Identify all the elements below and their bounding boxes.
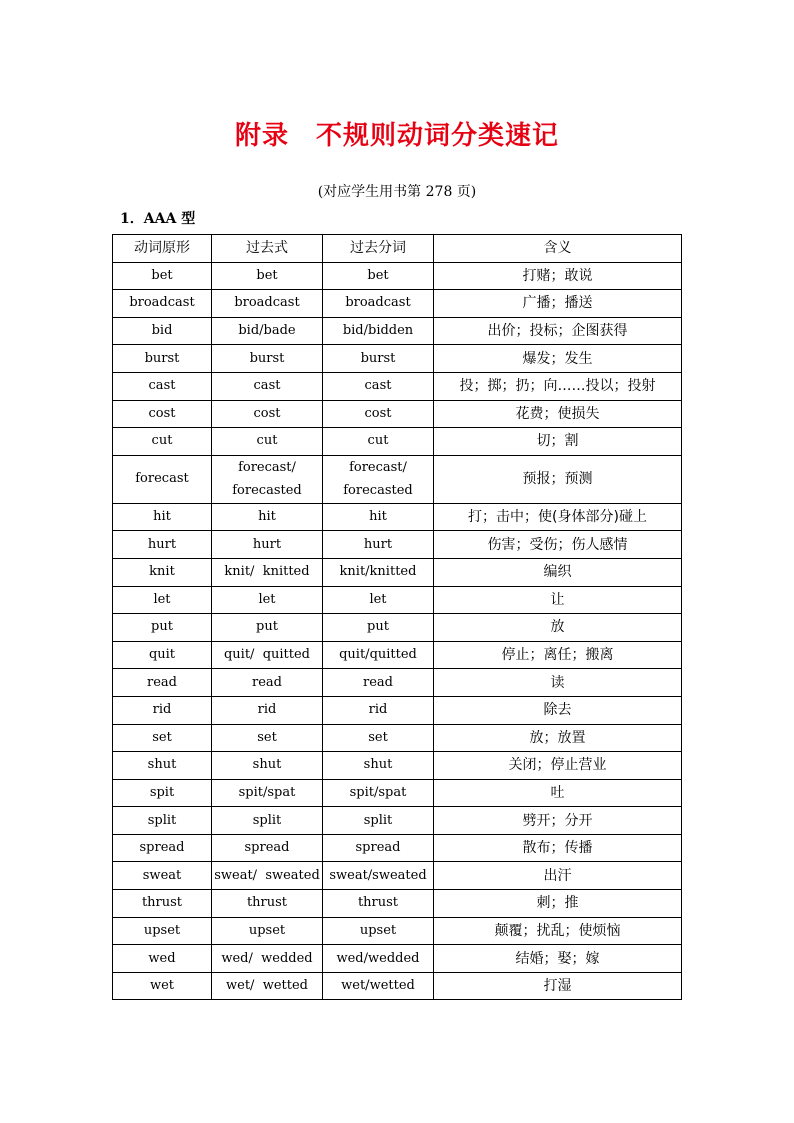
cell-meaning: 花费；使损失: [434, 400, 682, 428]
cell-base: set: [113, 724, 212, 752]
cell-past-participle: spit/spat: [323, 779, 434, 807]
cell-past: hit: [212, 503, 323, 531]
table-row: [113, 317, 682, 345]
cell-past-participle: spread: [323, 834, 434, 862]
cell-past-participle: split: [323, 807, 434, 835]
cell-meaning: 广播；播送: [434, 290, 682, 318]
irregular-verbs-table: [112, 234, 682, 1000]
cell-base: spit: [113, 779, 212, 807]
cell-base: read: [113, 669, 212, 697]
cell-meaning: 放；放置: [434, 724, 682, 752]
cell-past: [212, 455, 323, 503]
section-heading: 1．AAA 型: [120, 211, 196, 227]
cell-base: split: [113, 807, 212, 835]
cell-base: sweat: [113, 862, 212, 890]
cell-meaning: 颠覆；扰乱；使烦恼: [434, 917, 682, 945]
table-row: [113, 290, 682, 318]
cell-meaning: 打湿: [434, 972, 682, 1000]
cell-past: spread: [212, 834, 323, 862]
cell-past-participle: hit: [323, 503, 434, 531]
cell-meaning: 让: [434, 586, 682, 614]
cell-base: wed: [113, 945, 212, 973]
cell-meaning: 爆发；发生: [434, 345, 682, 373]
table-row: [113, 807, 682, 835]
cell-base: cut: [113, 428, 212, 456]
table-row: [113, 669, 682, 697]
cell-base: spread: [113, 834, 212, 862]
header-meaning: 含义: [434, 235, 682, 263]
cell-past-participle: read: [323, 669, 434, 697]
cell-past-participle: broadcast: [323, 290, 434, 318]
table-row: [113, 862, 682, 890]
cell-base: knit: [113, 558, 212, 586]
cell-past-participle: cost: [323, 400, 434, 428]
table-row: [113, 586, 682, 614]
cell-past: let: [212, 586, 323, 614]
cell-base: quit: [113, 641, 212, 669]
cell-past-participle-line: forecasted: [343, 483, 413, 499]
cell-past: hurt: [212, 531, 323, 559]
cell-past: split: [212, 807, 323, 835]
cell-meaning: 放: [434, 614, 682, 642]
table-row: [113, 724, 682, 752]
cell-past: wet/ wetted: [212, 972, 323, 1000]
cell-past-participle: cut: [323, 428, 434, 456]
cell-past-participle: let: [323, 586, 434, 614]
table-row: [113, 779, 682, 807]
cell-past: cast: [212, 372, 323, 400]
table-row: [113, 752, 682, 780]
cell-base: upset: [113, 917, 212, 945]
cell-meaning: 关闭；停止营业: [434, 752, 682, 780]
cell-meaning: 伤害；受伤；伤人感情: [434, 531, 682, 559]
cell-base: wet: [113, 972, 212, 1000]
table-row: [113, 531, 682, 559]
cell-past: read: [212, 669, 323, 697]
cell-base: bid: [113, 317, 212, 345]
cell-meaning: 结婚；娶；嫁: [434, 945, 682, 973]
cell-meaning: 打；击中；使(身体部分)碰上: [434, 503, 682, 531]
cell-past-participle: wet/wetted: [323, 972, 434, 1000]
cell-meaning: 编织: [434, 558, 682, 586]
cell-past: burst: [212, 345, 323, 373]
cell-past-participle: wed/wedded: [323, 945, 434, 973]
cell-past-participle: burst: [323, 345, 434, 373]
table-row: [113, 917, 682, 945]
cell-base: bet: [113, 262, 212, 290]
cell-past-participle: bid/bidden: [323, 317, 434, 345]
header-past-tense: 过去式: [212, 235, 323, 263]
cell-past-participle: bet: [323, 262, 434, 290]
table-row: [113, 455, 682, 503]
cell-meaning: 除去: [434, 696, 682, 724]
cell-meaning: 读: [434, 669, 682, 697]
cell-past-participle: upset: [323, 917, 434, 945]
cell-past: bet: [212, 262, 323, 290]
cell-past-participle: cast: [323, 372, 434, 400]
cell-base: shut: [113, 752, 212, 780]
table-row: [113, 890, 682, 918]
cell-past: cut: [212, 428, 323, 456]
cell-meaning: 出价；投标；企图获得: [434, 317, 682, 345]
table-row: [113, 345, 682, 373]
cell-base: put: [113, 614, 212, 642]
cell-past-participle: thrust: [323, 890, 434, 918]
cell-past: broadcast: [212, 290, 323, 318]
table-row: [113, 972, 682, 1000]
cell-past-participle-line: forecast/: [349, 460, 407, 476]
cell-base: cost: [113, 400, 212, 428]
table-header-row: [113, 235, 682, 263]
header-base-form: 动词原形: [113, 235, 212, 263]
cell-meaning: 刺；推: [434, 890, 682, 918]
cell-meaning: 切；割: [434, 428, 682, 456]
cell-past-participle: quit/quitted: [323, 641, 434, 669]
cell-past-participle: hurt: [323, 531, 434, 559]
cell-base: hit: [113, 503, 212, 531]
cell-base: rid: [113, 696, 212, 724]
cell-past: wed/ wedded: [212, 945, 323, 973]
table-row: [113, 945, 682, 973]
cell-past-participle: set: [323, 724, 434, 752]
table-row: [113, 262, 682, 290]
cell-base: hurt: [113, 531, 212, 559]
cell-meaning: 吐: [434, 779, 682, 807]
cell-past: put: [212, 614, 323, 642]
table-row: [113, 503, 682, 531]
cell-base: let: [113, 586, 212, 614]
cell-meaning: 打赌；敢说: [434, 262, 682, 290]
cell-past-participle: sweat/sweated: [323, 862, 434, 890]
table-row: [113, 558, 682, 586]
table-row: [113, 696, 682, 724]
cell-past: spit/spat: [212, 779, 323, 807]
cell-past: upset: [212, 917, 323, 945]
table-row: [113, 400, 682, 428]
table-row: [113, 428, 682, 456]
cell-past: thrust: [212, 890, 323, 918]
cell-meaning: 出汗: [434, 862, 682, 890]
table-row: [113, 614, 682, 642]
cell-past-participle: shut: [323, 752, 434, 780]
cell-past-participle: knit/knitted: [323, 558, 434, 586]
cell-past-line: forecasted: [232, 483, 302, 499]
cell-past: shut: [212, 752, 323, 780]
cell-past-participle: put: [323, 614, 434, 642]
cell-base: thrust: [113, 890, 212, 918]
cell-past: set: [212, 724, 323, 752]
cell-past: bid/bade: [212, 317, 323, 345]
header-past-participle: 过去分词: [323, 235, 434, 263]
cell-past: cost: [212, 400, 323, 428]
cell-past: rid: [212, 696, 323, 724]
page-subtitle: (对应学生用书第 278 页): [317, 184, 477, 200]
cell-base: burst: [113, 345, 212, 373]
cell-past: quit/ quitted: [212, 641, 323, 669]
cell-past: knit/ knitted: [212, 558, 323, 586]
cell-meaning: 预报；预测: [434, 455, 682, 503]
cell-meaning: 投；掷；扔；向……投以；投射: [434, 372, 682, 400]
table-row: [113, 372, 682, 400]
cell-past-participle: [323, 455, 434, 503]
cell-past-line: forecast/: [238, 460, 296, 476]
cell-base: broadcast: [113, 290, 212, 318]
cell-meaning: 停止；离任；搬离: [434, 641, 682, 669]
cell-meaning: 劈开；分开: [434, 807, 682, 835]
cell-base: forecast: [113, 455, 212, 503]
cell-past-participle: rid: [323, 696, 434, 724]
cell-meaning: 散布；传播: [434, 834, 682, 862]
cell-past: sweat/ sweated: [212, 862, 323, 890]
page-title: 附录 不规则动词分类速记: [234, 121, 559, 151]
table-row: [113, 641, 682, 669]
table-row: [113, 834, 682, 862]
cell-base: cast: [113, 372, 212, 400]
